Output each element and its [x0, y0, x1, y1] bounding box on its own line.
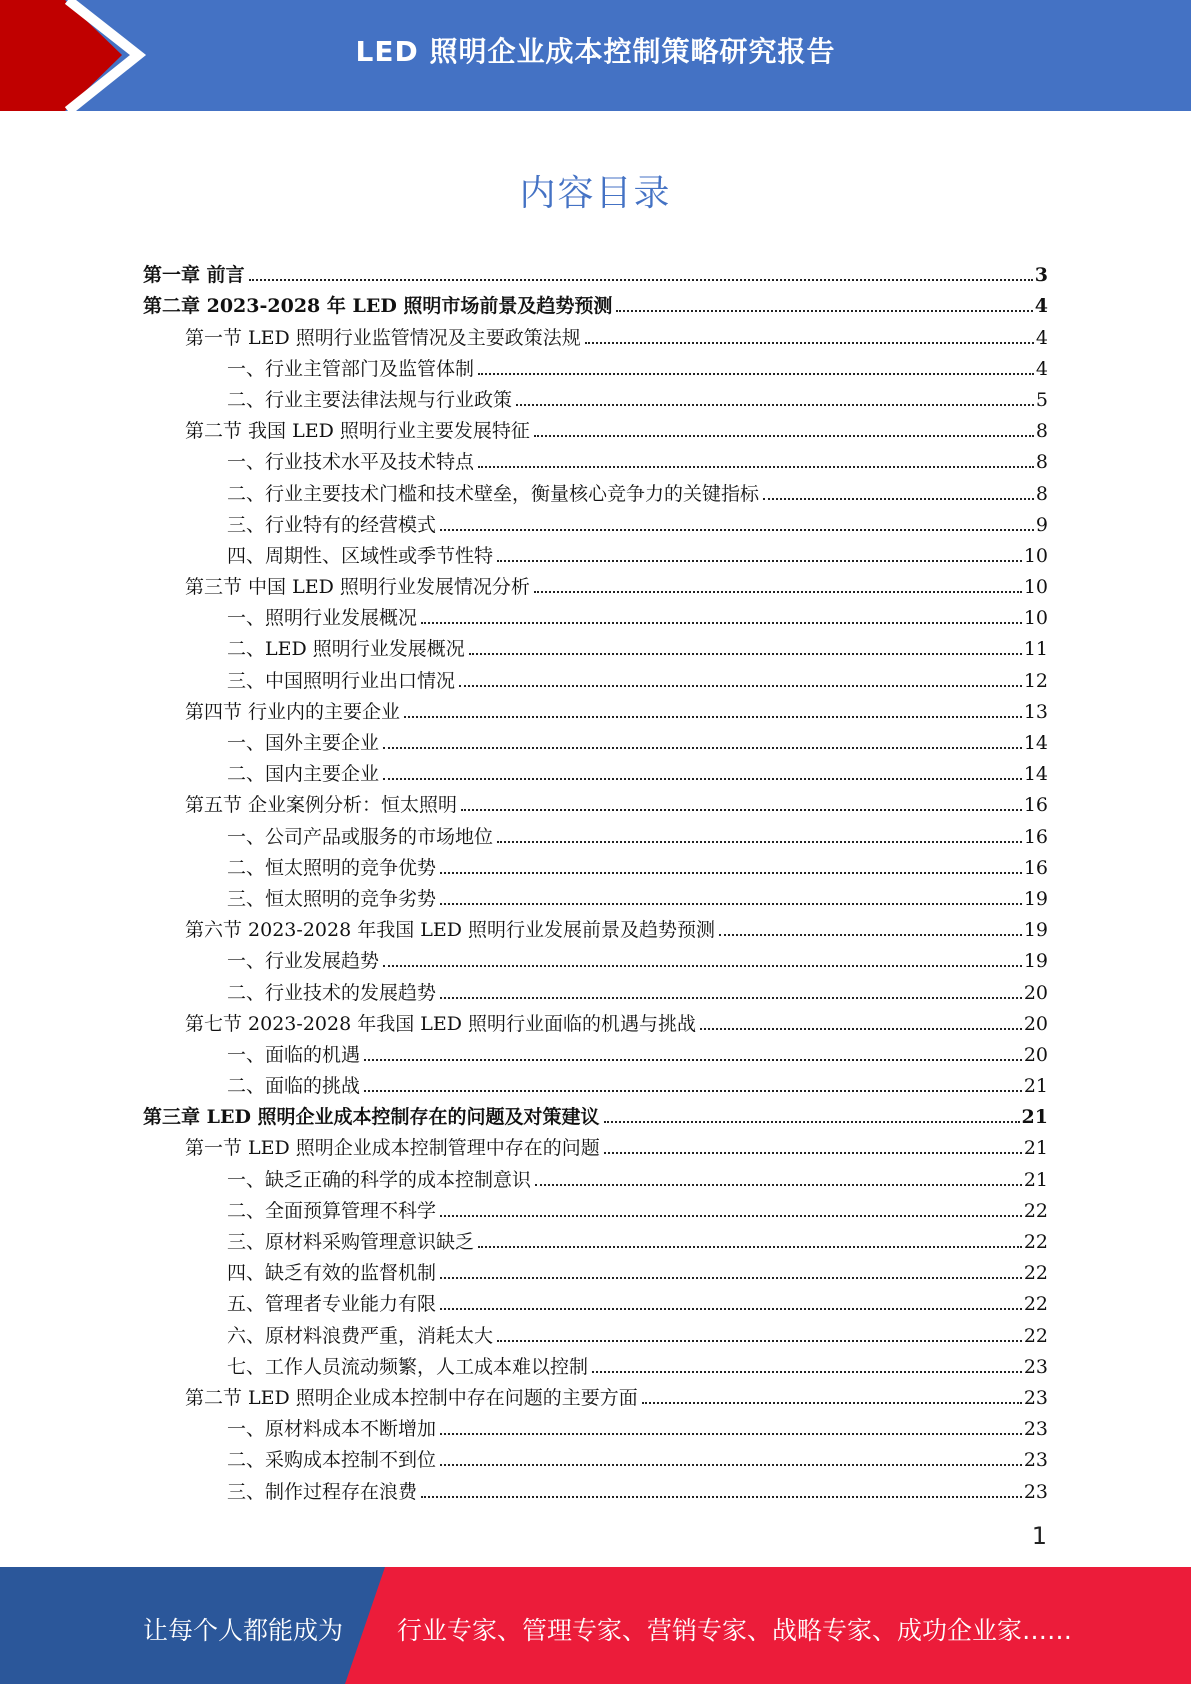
toc-dot-leader: [585, 342, 1034, 344]
toc-entry[interactable]: [143, 1439, 1048, 1470]
toc-entry-page: 11: [1023, 638, 1048, 661]
toc-dot-leader: [440, 1433, 1022, 1435]
toc-entry-title: 二、LED 照明行业发展概况: [227, 638, 465, 661]
toc-entry-page: 23: [1023, 1355, 1048, 1378]
toc-entry[interactable]: [143, 909, 1048, 940]
toc-entry[interactable]: [143, 1470, 1048, 1501]
toc-entry[interactable]: [143, 1158, 1048, 1189]
toc-entry-title: 第三章 LED 照明企业成本控制存在的问题及对策建议: [143, 1106, 600, 1129]
toc-dot-leader: [440, 997, 1022, 999]
toc-entry-title: 第一节 LED 照明企业成本控制管理中存在的问题: [185, 1137, 600, 1160]
toc-entry[interactable]: [143, 784, 1048, 815]
toc-entry[interactable]: [143, 971, 1048, 1002]
toc-entry[interactable]: [143, 1408, 1048, 1439]
toc-entry[interactable]: [143, 659, 1048, 690]
footer-slogan-right: 行业专家、管理专家、营销专家、战略专家、成功企业家……: [397, 1616, 1073, 1645]
toc-dot-leader: [478, 466, 1034, 468]
toc-entry-title: 二、全面预算管理不科学: [227, 1199, 437, 1222]
toc-dot-leader: [534, 435, 1034, 437]
toc-entry[interactable]: [143, 597, 1048, 628]
toc-entry-page: 20: [1023, 981, 1048, 1004]
toc-entry-page: 23: [1023, 1449, 1048, 1472]
toc-dot-leader: [478, 373, 1034, 375]
toc-entry[interactable]: [143, 316, 1048, 347]
toc-entry-title: 三、恒太照明的竞争劣势: [227, 887, 437, 910]
toc-entry-page: 10: [1023, 607, 1048, 630]
toc-dot-leader: [719, 934, 1022, 936]
toc-dot-leader: [440, 872, 1022, 874]
toc-entry-title: 第二章 2023-2028 年 LED 照明市场前景及趋势预测: [143, 295, 613, 318]
toc-dot-leader: [459, 685, 1022, 687]
toc-entry-title: 一、国外主要企业: [227, 732, 380, 754]
toc-entry[interactable]: [143, 753, 1048, 784]
toc-dot-leader: [469, 653, 1022, 655]
toc-entry-title: 三、行业特有的经营模式: [227, 513, 437, 536]
page-footer: [0, 1567, 1191, 1684]
toc-entry-page: 23: [1023, 1386, 1048, 1409]
toc-entry[interactable]: [143, 1003, 1048, 1034]
toc-entry-title: 二、采购成本控制不到位: [227, 1449, 437, 1472]
toc-entry-page: 21: [1023, 1168, 1048, 1191]
toc-entry-title: 二、恒太照明的竞争优势: [227, 856, 437, 879]
toc-entry-title: 四、缺乏有效的监督机制: [227, 1262, 437, 1285]
toc-dot-leader: [249, 279, 1033, 281]
toc-dot-leader: [763, 498, 1034, 500]
toc-entry[interactable]: [143, 254, 1048, 285]
toc-entry-title: 三、原材料采购管理意识缺乏: [227, 1231, 475, 1253]
toc-entry-page: 9: [1035, 513, 1048, 536]
toc-entry[interactable]: [143, 1127, 1048, 1158]
toc-entry-title: 一、行业主管部门及监管体制: [227, 357, 475, 380]
toc-entry-page: 23: [1023, 1480, 1048, 1503]
toc-entry[interactable]: [143, 722, 1048, 753]
toc-entry[interactable]: [143, 1314, 1048, 1345]
toc-entry[interactable]: [143, 1221, 1048, 1252]
toc-entry-page: 10: [1023, 544, 1048, 567]
toc-entry-page: 22: [1023, 1324, 1048, 1347]
toc-entry-page: 20: [1023, 1043, 1048, 1066]
toc-dot-leader: [461, 809, 1022, 811]
toc-dot-leader: [440, 1308, 1022, 1310]
toc-entry[interactable]: [143, 1034, 1048, 1065]
toc-entry-title: 第二节 我国 LED 照明行业主要发展特征: [185, 420, 530, 443]
toc-entry-title: 七、工作人员流动频繁，人工成本难以控制: [227, 1355, 589, 1378]
toc-entry[interactable]: [143, 1190, 1048, 1221]
toc-entry-page: 16: [1023, 794, 1048, 817]
toc-entry[interactable]: [143, 815, 1048, 846]
toc-entry-page: 14: [1023, 763, 1048, 786]
toc-entry-title: 二、国内主要企业: [227, 763, 380, 786]
toc-entry-title: 三、制作过程存在浪费: [227, 1480, 418, 1503]
toc-entry-title: 二、面临的挑战: [227, 1075, 361, 1098]
toc-entry-title: 第一节 LED 照明行业监管情况及主要政策法规: [185, 326, 581, 349]
page-header: [0, 0, 1191, 111]
toc-dot-leader: [364, 1059, 1022, 1061]
toc-entry-title: 六、原材料浪费严重，消耗太大: [227, 1324, 494, 1347]
toc-entry-title: 第六节 2023-2028 年我国 LED 照明行业发展前景及趋势预测: [185, 919, 716, 942]
toc-entry-title: 第一章 前言: [143, 264, 245, 287]
footer-slogan-left: 让每个人都能成为: [143, 1616, 344, 1645]
toc-entry-title: 第二节 LED 照明企业成本控制中存在问题的主要方面: [185, 1386, 638, 1409]
toc-dot-leader: [700, 1028, 1022, 1030]
toc-entry[interactable]: [143, 348, 1048, 379]
toc-dot-leader: [364, 1090, 1022, 1092]
toc-entry[interactable]: [143, 847, 1048, 878]
toc-entry[interactable]: [143, 535, 1048, 566]
toc-dot-leader: [478, 1246, 1022, 1248]
toc-dot-leader: [497, 841, 1022, 843]
toc-dot-leader: [604, 1121, 1020, 1123]
toc-entry-title: 一、原材料成本不断增加: [227, 1418, 437, 1441]
toc-entry[interactable]: [143, 1096, 1048, 1127]
toc-entry-title: 第三节 中国 LED 照明行业发展情况分析: [185, 576, 530, 599]
toc-entry-title: 一、照明行业发展概况: [227, 607, 418, 630]
toc-entry-title: 一、行业技术水平及技术特点: [227, 451, 475, 474]
toc-dot-leader: [534, 591, 1022, 593]
toc-dot-leader: [440, 903, 1022, 905]
page-number: 1: [1031, 1522, 1047, 1550]
toc-entry[interactable]: [143, 940, 1048, 971]
toc-dot-leader: [421, 622, 1022, 624]
toc-entry[interactable]: [143, 878, 1048, 909]
toc-entry[interactable]: [143, 1346, 1048, 1377]
toc-entry-title: 一、缺乏正确的科学的成本控制意识: [227, 1168, 532, 1191]
toc-entry-page: 4: [1035, 357, 1048, 380]
toc-entry-page: 14: [1023, 732, 1048, 754]
toc-entry-page: 3: [1034, 264, 1048, 287]
toc-entry-page: 16: [1023, 856, 1048, 879]
toc-entry-page: 19: [1023, 919, 1048, 942]
toc-entry-title: 二、行业主要法律法规与行业政策: [227, 388, 513, 411]
toc-dot-leader: [421, 1496, 1022, 1498]
toc-entry-page: 8: [1035, 451, 1048, 474]
toc-dot-leader: [383, 747, 1022, 749]
toc-dot-leader: [604, 1152, 1022, 1154]
toc-entry-page: 22: [1023, 1262, 1048, 1285]
toc-dot-leader: [383, 778, 1022, 780]
toc-entry-title: 一、行业发展趋势: [227, 950, 380, 973]
report-title: LED 照明企业成本控制策略研究报告: [355, 35, 836, 68]
toc-entry[interactable]: [143, 1065, 1048, 1096]
toc-entry-page: 16: [1023, 825, 1048, 848]
toc-entry-title: 第四节 行业内的主要企业: [185, 700, 401, 723]
toc-entry-title: 第七节 2023-2028 年我国 LED 照明行业面临的机遇与挑战: [185, 1012, 697, 1035]
toc-dot-leader: [497, 1340, 1022, 1342]
toc-entry-title: 一、公司产品或服务的市场地位: [227, 825, 494, 848]
toc-entry-page: 22: [1023, 1199, 1048, 1222]
toc-dot-leader: [404, 716, 1022, 718]
toc-entry[interactable]: [143, 1252, 1048, 1283]
toc-dot-leader: [642, 1402, 1022, 1404]
toc-entry-title: 二、行业主要技术门槛和技术壁垒，衡量核心竞争力的关键指标: [227, 482, 760, 505]
toc-entry[interactable]: [143, 379, 1048, 410]
table-of-contents: [143, 254, 1048, 1502]
toc-entry[interactable]: [143, 1377, 1048, 1408]
toc-entry[interactable]: [143, 410, 1048, 441]
toc-entry-title: 一、面临的机遇: [227, 1043, 361, 1066]
toc-entry-page: 21: [1023, 1137, 1048, 1160]
toc-dot-leader: [440, 1277, 1022, 1279]
toc-dot-leader: [497, 560, 1022, 562]
toc-dot-leader: [440, 1215, 1022, 1217]
toc-entry-page: 12: [1023, 669, 1048, 692]
toc-entry-title: 四、周期性、区域性或季节性特: [227, 544, 494, 567]
toc-entry-page: 19: [1023, 887, 1048, 910]
toc-entry[interactable]: [143, 504, 1048, 535]
toc-entry-page: 19: [1023, 950, 1048, 973]
toc-entry-page: 22: [1023, 1293, 1048, 1316]
toc-entry-page: 13: [1023, 700, 1048, 723]
toc-entry[interactable]: [143, 1283, 1048, 1314]
toc-dot-leader: [516, 404, 1034, 406]
toc-entry-title: 五、管理者专业能力有限: [227, 1293, 437, 1316]
toc-entry-page: 8: [1035, 420, 1048, 443]
toc-entry-page: 4: [1034, 295, 1048, 318]
toc-entry-title: 三、中国照明行业出口情况: [227, 669, 456, 692]
toc-entry-page: 21: [1021, 1106, 1048, 1129]
toc-entry[interactable]: [143, 441, 1048, 472]
toc-entry-page: 8: [1035, 482, 1048, 505]
toc-dot-leader: [383, 965, 1022, 967]
toc-dot-leader: [616, 310, 1032, 312]
toc-dot-leader: [535, 1184, 1022, 1186]
toc-entry[interactable]: [143, 628, 1048, 659]
toc-dot-leader: [592, 1371, 1022, 1373]
toc-entry-title: 二、行业技术的发展趋势: [227, 981, 437, 1004]
toc-entry-page: 10: [1023, 576, 1048, 599]
toc-entry-page: 22: [1023, 1231, 1048, 1253]
toc-entry[interactable]: [143, 566, 1048, 597]
toc-entry[interactable]: [143, 472, 1048, 503]
toc-entry-page: 23: [1023, 1418, 1048, 1441]
toc-dot-leader: [440, 1464, 1022, 1466]
toc-entry-page: 20: [1023, 1012, 1048, 1035]
toc-entry-title: 第五节 企业案例分析：恒太照明: [185, 794, 458, 817]
toc-entry[interactable]: [143, 285, 1048, 316]
toc-heading: 内容目录: [519, 173, 672, 214]
toc-entry-page: 21: [1023, 1075, 1048, 1098]
toc-dot-leader: [440, 529, 1034, 531]
toc-entry-page: 4: [1035, 326, 1048, 349]
toc-entry[interactable]: [143, 691, 1048, 722]
toc-entry-page: 5: [1035, 388, 1048, 411]
